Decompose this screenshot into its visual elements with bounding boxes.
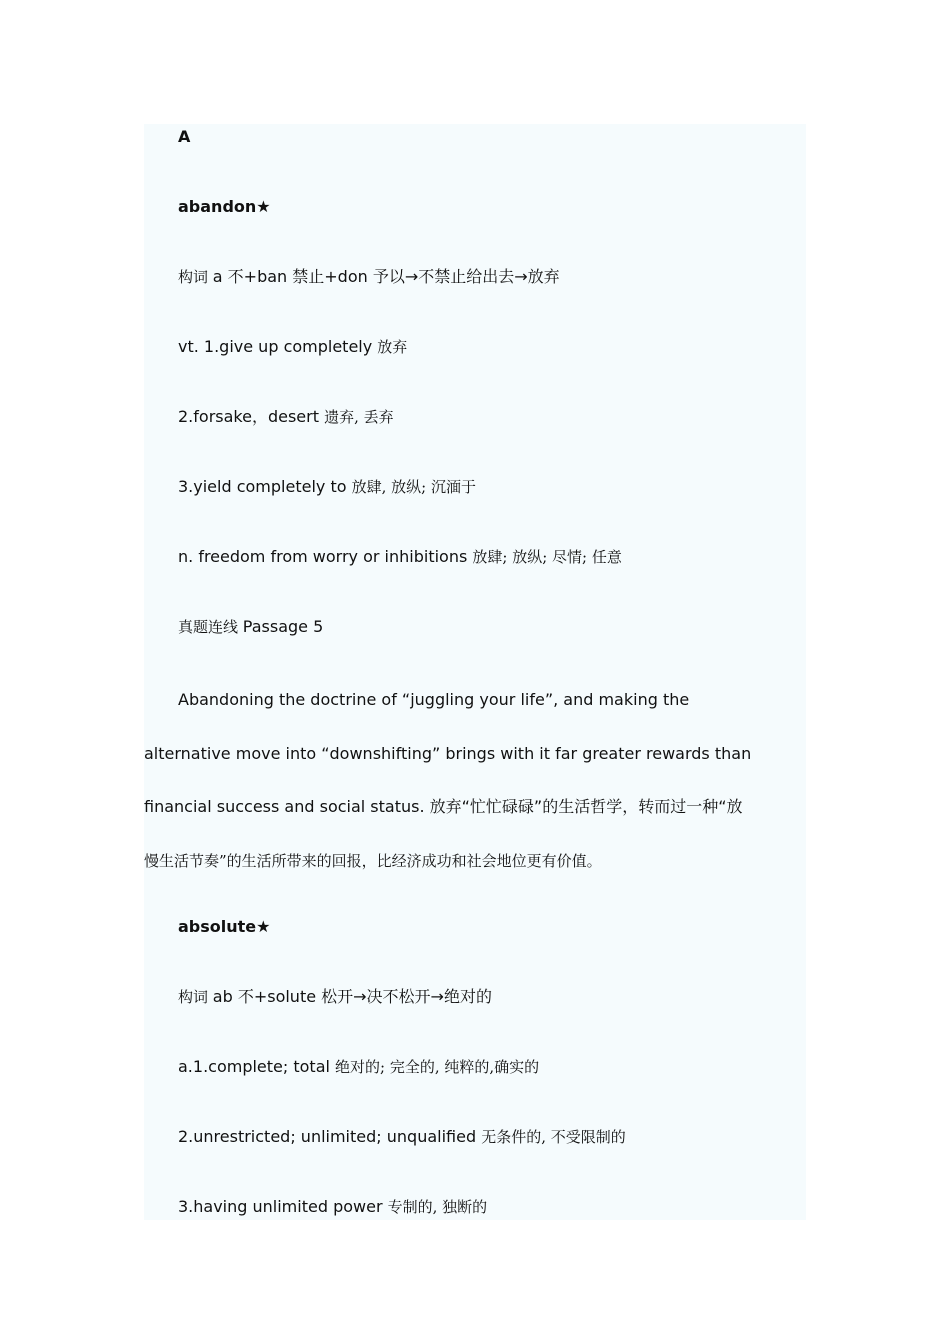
sense-cn: 放弃: [377, 338, 408, 356]
passage-line-2: alternative move into “downshifting” brings with it far greater rewards than: [144, 744, 752, 763]
sense-en: 3.having unlimited power: [178, 1197, 388, 1216]
sense-cn: 绝对的; 完全的, 纯粹的,确实的: [335, 1058, 540, 1076]
sense-3: [178, 477, 476, 497]
etymology-label: 构词: [178, 988, 213, 1006]
passage-line-3: financial success and social status. 放弃“忙忙碌碌”的生活哲学，转而过一种“放: [144, 797, 743, 816]
sense-cn: 专制的, 独断的: [387, 1198, 488, 1216]
sense-3: [178, 1197, 487, 1217]
sense-2: [178, 1127, 626, 1147]
headword-absolute: absolute★: [178, 917, 271, 936]
etymology-abandon: [178, 267, 560, 287]
etymology-text: a 不+ban 禁止+don 予以→不禁止给出去→放弃: [212, 267, 560, 286]
sense-en: 3.yield completely to: [178, 477, 352, 496]
sense-cn: 放肆, 放纵; 沉湎于: [351, 478, 476, 496]
exam-label-cn: 真题连线: [178, 618, 243, 636]
sense-1: [178, 1057, 539, 1077]
sense-en: a.1.complete; total: [178, 1057, 336, 1076]
sense-1: [178, 337, 407, 357]
etymology-label: 构词: [178, 268, 213, 286]
passage-line-4: 慢生活节奏”的生活所带来的回报，比经济成功和社会地位更有价值。: [144, 852, 602, 870]
exam-label: [178, 617, 323, 637]
sense-cn: 放肆; 放纵; 尽情; 任意: [472, 548, 622, 566]
exam-label-en: Passage 5: [242, 617, 324, 636]
etymology-absolute: [178, 987, 492, 1007]
sense-4: [178, 547, 622, 567]
etymology-text: ab 不+solute 松开→决不松开→绝对的: [212, 987, 492, 1006]
sense-en: 2.forsake，desert: [178, 407, 325, 426]
sense-en: vt. 1.give up completely: [178, 337, 378, 356]
sense-en: 2.unrestricted; unlimited; unqualified: [178, 1127, 482, 1146]
passage-line-1: Abandoning the doctrine of “juggling your life”, and making the: [178, 690, 690, 709]
sense-en: n. freedom from worry or inhibitions: [178, 547, 473, 566]
sense-2: [178, 407, 394, 427]
sense-cn: 无条件的, 不受限制的: [481, 1128, 626, 1146]
headword-abandon: abandon★: [178, 197, 271, 216]
sense-cn: 遗弃, 丢弃: [324, 408, 394, 426]
content-panel: [144, 124, 806, 1220]
section-letter: A: [178, 127, 191, 146]
